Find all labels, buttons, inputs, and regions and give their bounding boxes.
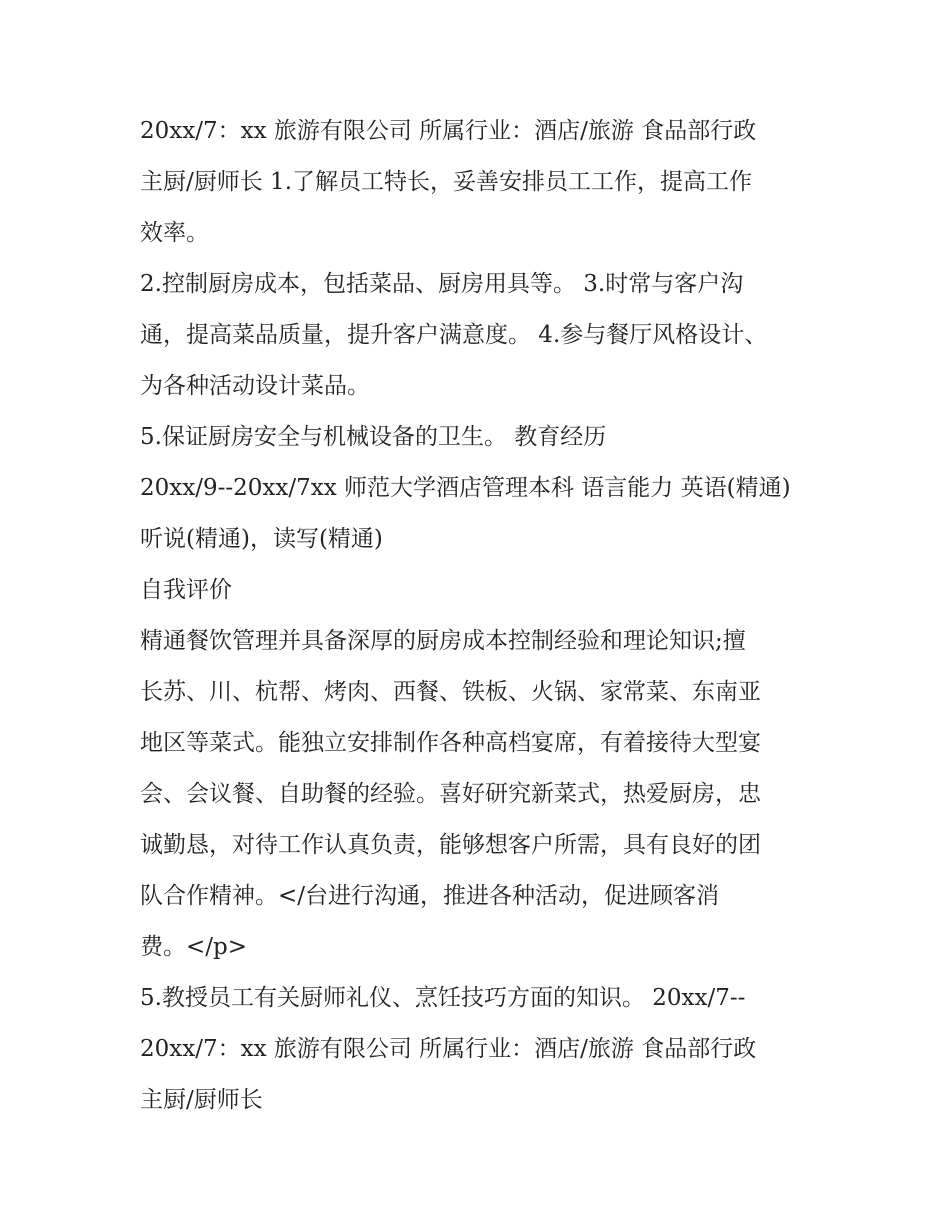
text-line: 会、会议餐、自助餐的经验。喜好研究新菜式，热爱厨房，忠 xyxy=(140,781,761,807)
text-line: 地区等菜式。能独立安排制作各种高档宴席，有着接待大型宴 xyxy=(140,730,761,756)
text-line: 队合作精神。</台进行沟通，推进各种活动，促进顾客消 xyxy=(140,883,720,909)
text-line: 长苏、川、杭帮、烤肉、西餐、铁板、火锅、家常菜、东南亚 xyxy=(140,679,761,705)
text-line: 诚勤恳，对待工作认真负责，能够想客户所需，具有良好的团 xyxy=(140,832,761,858)
text-line: 听说(精通)，读写(精通) xyxy=(140,526,383,552)
section-heading: 自我评价 xyxy=(140,577,232,603)
text-line: 主厨/厨师长 xyxy=(140,1087,263,1113)
text-line: 20xx/7：xx 旅游有限公司 所属行业：酒店/旅游 食品部行政 xyxy=(140,118,757,144)
text-line: 20xx/7：xx 旅游有限公司 所属行业：酒店/旅游 食品部行政 xyxy=(140,1036,757,1062)
text-line: 精通餐饮管理并具备深厚的厨房成本控制经验和理论知识;擅 xyxy=(140,628,746,654)
text-line: 效率。 xyxy=(140,220,209,246)
text-line: 20xx/9--20xx/7xx 师范大学酒店管理本科 语言能力 英语(精通) xyxy=(140,475,791,501)
text-line: 费。</p> xyxy=(140,934,248,960)
text-line: 5.教授员工有关厨师礼仪、烹饪技巧方面的知识。 20xx/7-- xyxy=(140,985,746,1011)
text-line: 5.保证厨房安全与机械设备的卫生。 教育经历 xyxy=(140,424,607,450)
text-line: 为各种活动设计菜品。 xyxy=(140,373,370,399)
document-body xyxy=(140,106,830,1126)
text-line: 主厨/厨师长 1.了解员工特长，妥善安排员工工作，提高工作 xyxy=(140,169,753,195)
text-line: 2.控制厨房成本，包括菜品、厨房用具等。 3.时常与客户沟 xyxy=(140,271,744,297)
text-line: 通，提高菜品质量，提升客户满意度。 4.参与餐厅风格设计、 xyxy=(140,322,768,348)
